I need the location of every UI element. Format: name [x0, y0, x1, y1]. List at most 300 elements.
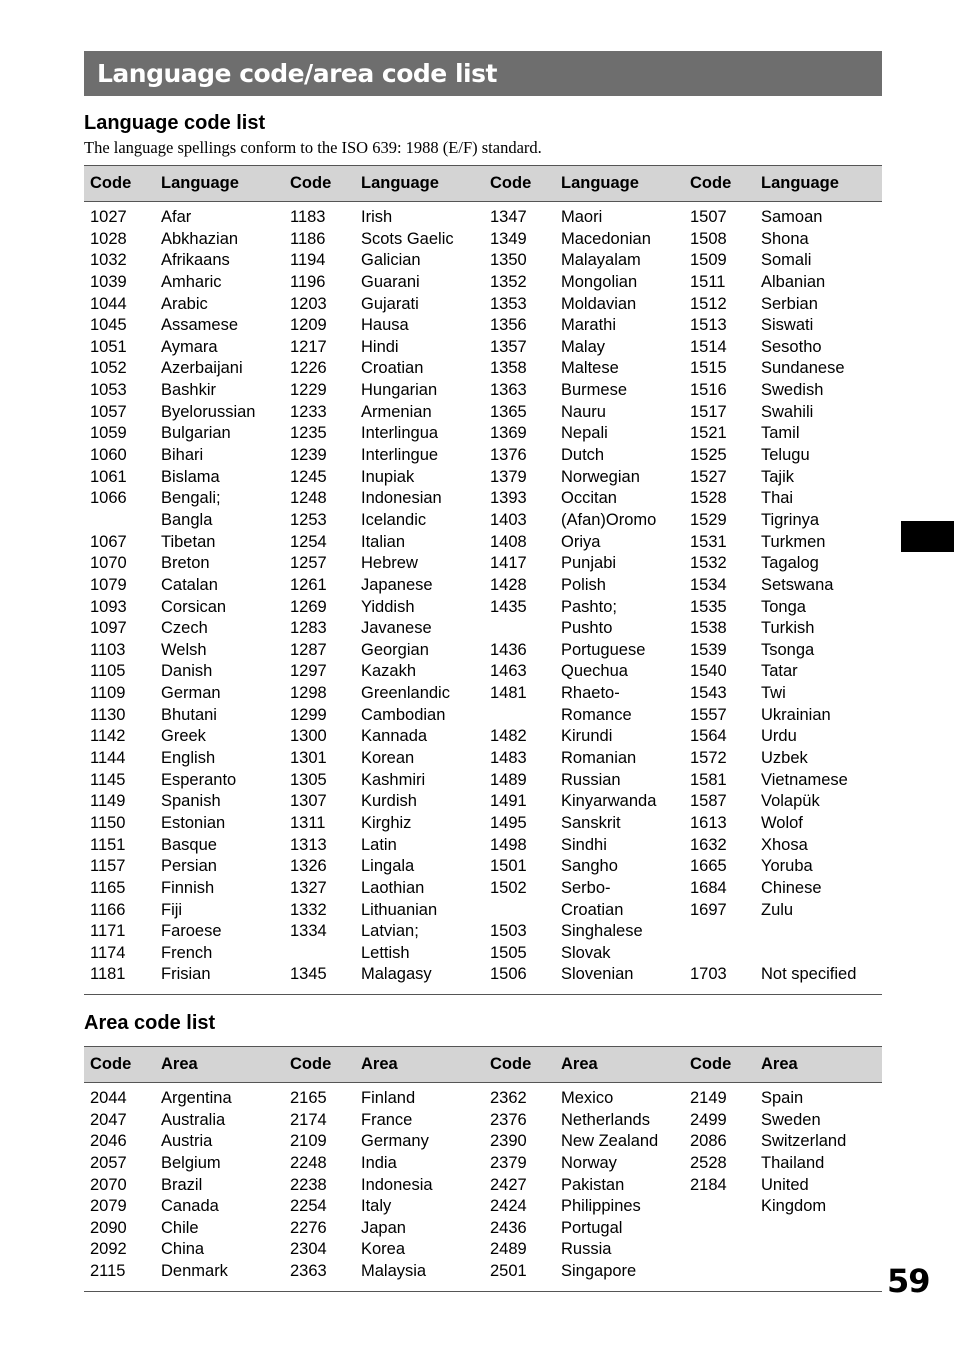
language-row: [284, 683, 484, 705]
language-name-cell: Sangho: [561, 857, 618, 876]
area-row: [84, 1261, 284, 1283]
code-cell: 1332: [290, 900, 327, 919]
code-cell: 1483: [490, 749, 527, 768]
language-name-cell: Hindi: [361, 337, 399, 356]
language-name-cell: Albanian: [761, 272, 826, 291]
language-row: [284, 748, 484, 770]
language-name-cell: Pushto: [561, 619, 613, 638]
language-row: [284, 467, 484, 489]
language-name-cell: Croatian: [561, 900, 624, 919]
code-cell: 1632: [690, 835, 727, 854]
language-row: [684, 770, 882, 792]
language-row: [84, 791, 284, 813]
language-row: [284, 380, 484, 402]
language-name-cell: Inupiak: [361, 467, 415, 486]
language-name-cell: Latin: [361, 835, 397, 854]
language-row: [684, 856, 882, 878]
language-row: [484, 856, 684, 878]
language-row: [684, 726, 882, 748]
area-column: [684, 1088, 882, 1283]
language-row: [84, 943, 284, 965]
code-cell: 1145: [90, 770, 126, 789]
code-cell: 2424: [490, 1197, 527, 1216]
language-code-list-heading: Language code list: [84, 112, 266, 134]
code-cell: 1516: [690, 381, 727, 400]
language-name-cell: Azerbaijani: [161, 359, 243, 378]
area-row: [84, 1175, 284, 1197]
language-name-cell: Serbo-: [561, 878, 611, 897]
code-cell: 1350: [490, 251, 527, 270]
language-row: [284, 770, 484, 792]
code-cell: 1529: [690, 510, 727, 529]
code-cell: 1543: [690, 684, 727, 703]
area-row: [684, 1088, 882, 1110]
language-row: [84, 445, 284, 467]
language-row: [284, 835, 484, 857]
code-cell: 2109: [290, 1132, 327, 1151]
area-name-cell: Italy: [361, 1197, 392, 1216]
language-name-cell: Lettish: [361, 943, 410, 962]
area-name-cell: Denmark: [161, 1262, 228, 1281]
code-cell: 1067: [90, 532, 127, 551]
code-cell: 1503: [490, 922, 527, 941]
language-name-cell: Interlingue: [361, 446, 439, 465]
language-row: [684, 640, 882, 662]
language-name-cell: Kazakh: [361, 662, 417, 681]
language-row: [484, 597, 684, 619]
code-cell: 1515: [690, 359, 727, 378]
language-row: [84, 748, 284, 770]
area-row: [84, 1110, 284, 1132]
language-column: [284, 207, 484, 986]
code-cell: 1505: [490, 943, 527, 962]
code-cell: 1103: [90, 640, 126, 659]
language-name-cell: Abkhazian: [161, 229, 239, 248]
language-row: [284, 900, 484, 922]
code-cell: 1408: [490, 532, 527, 551]
code-cell: 1502: [490, 878, 527, 897]
language-row: [684, 229, 882, 251]
language-name-cell: French: [161, 943, 213, 962]
language-name-cell: Turkmen: [761, 532, 826, 551]
language-row: [284, 315, 484, 337]
language-name-cell: Greenlandic: [361, 684, 450, 703]
language-row: [684, 272, 882, 294]
area-name-cell: Sweden: [761, 1110, 821, 1129]
area-row: [284, 1261, 484, 1283]
language-row: [484, 358, 684, 380]
code-cell: [484, 705, 555, 727]
area-row: [284, 1153, 484, 1175]
language-row: [684, 921, 882, 943]
code-cell: 1428: [490, 575, 527, 594]
language-name-cell: Kurdish: [361, 792, 417, 811]
language-row: [484, 900, 684, 922]
area-name-cell: Singapore: [561, 1262, 637, 1281]
language-name-cell: Estonian: [161, 813, 226, 832]
area-name-cell: Spain: [761, 1089, 804, 1107]
code-cell: 2528: [690, 1153, 727, 1172]
language-row: [84, 229, 284, 251]
language-name-cell: Bulgarian: [161, 424, 231, 443]
code-cell: 1365: [490, 402, 527, 421]
area-row: [84, 1153, 284, 1175]
language-row: [484, 878, 684, 900]
code-cell: 1534: [690, 575, 727, 594]
language-name-cell: Tamil: [761, 424, 800, 443]
language-header-cell: Code: [490, 174, 532, 192]
code-cell: 1305: [290, 770, 327, 789]
language-name-cell: Punjabi: [561, 554, 617, 573]
code-cell: 1327: [290, 878, 327, 897]
code-cell: 2044: [90, 1089, 127, 1107]
code-cell: 2086: [690, 1132, 727, 1151]
language-name-cell: Fiji: [161, 900, 183, 919]
code-cell: 1509: [690, 251, 727, 270]
language-name-cell: Welsh: [161, 640, 207, 659]
code-cell: 1581: [690, 770, 727, 789]
area-name-cell: France: [361, 1110, 413, 1129]
language-name-cell: Occitan: [561, 489, 617, 508]
code-cell: 1363: [490, 381, 527, 400]
language-name-cell: Persian: [161, 857, 217, 876]
language-row: [484, 250, 684, 272]
language-name-cell: Quechua: [561, 662, 628, 681]
language-row: [484, 921, 684, 943]
language-row: [684, 683, 882, 705]
language-name-cell: Norwegian: [561, 467, 640, 486]
code-cell: 2379: [490, 1153, 527, 1172]
language-row: [284, 229, 484, 251]
language-name-cell: Afrikaans: [161, 251, 230, 270]
language-row: [484, 532, 684, 554]
language-row: [84, 510, 284, 532]
language-row: [684, 380, 882, 402]
code-cell: 2238: [290, 1175, 327, 1194]
language-header-cell: Language: [561, 174, 639, 192]
code-cell: 1226: [290, 359, 327, 378]
language-table-header: [84, 166, 882, 202]
code-cell: 1512: [690, 294, 727, 313]
code-cell: 1254: [290, 532, 327, 551]
area-table-header: [84, 1047, 882, 1083]
page-banner-title: Language code/area code list: [84, 51, 882, 96]
code-cell: 1297: [290, 662, 327, 681]
language-row: [84, 553, 284, 575]
code-cell: 2046: [90, 1132, 127, 1151]
language-row: [84, 878, 284, 900]
language-name-cell: Malagasy: [361, 965, 432, 984]
code-cell: 2090: [90, 1218, 127, 1237]
code-cell: 1203: [290, 294, 327, 313]
code-cell: 1508: [690, 229, 727, 248]
area-row: [84, 1131, 284, 1153]
area-header-cell: Area: [161, 1055, 198, 1073]
code-cell: 1703: [690, 965, 727, 984]
language-header-cell: Language: [761, 174, 839, 192]
language-row: [684, 423, 882, 445]
code-cell: 1144: [90, 749, 126, 768]
area-name-cell: Switzerland: [761, 1132, 847, 1151]
language-row: [284, 207, 484, 229]
code-cell: 1039: [90, 272, 127, 291]
language-name-cell: Tibetan: [161, 532, 216, 551]
code-cell: 1194: [290, 251, 326, 270]
code-cell: 1345: [290, 965, 327, 984]
code-cell: 1070: [90, 554, 127, 573]
language-row: [284, 532, 484, 554]
code-cell: 1057: [90, 402, 127, 421]
area-row: [284, 1110, 484, 1132]
code-cell: 1353: [490, 294, 527, 313]
language-row: [284, 640, 484, 662]
language-row: [284, 250, 484, 272]
code-cell: 1665: [690, 857, 727, 876]
code-cell: 1287: [290, 640, 327, 659]
code-cell: 1313: [290, 835, 327, 854]
language-name-cell: Nepali: [561, 424, 608, 443]
language-name-cell: Yoruba: [761, 857, 813, 876]
language-name-cell: Tagalog: [761, 554, 819, 573]
code-cell: 1300: [290, 727, 327, 746]
language-row: [84, 661, 284, 683]
language-row: [684, 575, 882, 597]
area-name-cell: India: [361, 1153, 397, 1172]
code-cell: 1564: [690, 727, 727, 746]
language-row: [484, 575, 684, 597]
language-name-cell: Tajik: [761, 467, 795, 486]
area-name-cell: Netherlands: [561, 1110, 650, 1129]
language-name-cell: Singhalese: [561, 922, 643, 941]
language-name-cell: Scots Gaelic: [361, 229, 454, 248]
code-cell: 1151: [90, 835, 126, 854]
language-name-cell: Korean: [361, 749, 415, 768]
area-name-cell: Finland: [361, 1089, 416, 1107]
code-cell: 1379: [490, 467, 527, 486]
area-row: [84, 1239, 284, 1261]
code-cell: 1501: [490, 857, 527, 876]
language-name-cell: Indonesian: [361, 489, 442, 508]
language-row: [284, 358, 484, 380]
language-name-cell: Kannada: [361, 727, 428, 746]
code-cell: 1060: [90, 446, 127, 465]
code-cell: 1045: [90, 316, 127, 335]
language-row: [684, 402, 882, 424]
code-cell: 1157: [90, 857, 126, 876]
code-cell: 2499: [690, 1110, 727, 1129]
code-cell: [684, 943, 755, 965]
language-column: [484, 207, 684, 986]
language-name-cell: Zulu: [761, 900, 794, 919]
language-name-cell: Galician: [361, 251, 421, 270]
language-header-cell: Language: [361, 174, 439, 192]
language-name-cell: Guarani: [361, 272, 420, 291]
language-name-cell: Tonga: [761, 597, 806, 616]
code-cell: 1557: [690, 705, 727, 724]
code-cell: 1307: [290, 792, 327, 811]
area-name-cell: Brazil: [161, 1175, 203, 1194]
language-row: [84, 575, 284, 597]
language-name-cell: Swahili: [761, 402, 814, 421]
language-name-cell: Portuguese: [561, 640, 646, 659]
language-column: [84, 207, 284, 986]
language-row: [84, 358, 284, 380]
code-cell: 1130: [90, 705, 126, 724]
language-name-cell: Siswati: [761, 316, 814, 335]
area-name-cell: Austria: [161, 1132, 213, 1151]
language-row: [284, 964, 484, 986]
language-name-cell: Serbian: [761, 294, 818, 313]
code-cell: 1109: [90, 684, 126, 703]
area-row: [84, 1088, 284, 1110]
area-name-cell: Kingdom: [761, 1197, 827, 1216]
language-row: [684, 315, 882, 337]
language-row: [484, 402, 684, 424]
language-row: [684, 813, 882, 835]
language-name-cell: Nauru: [561, 402, 606, 421]
area-column: [284, 1088, 484, 1283]
language-row: [484, 488, 684, 510]
language-row: [84, 597, 284, 619]
code-cell: 1253: [290, 510, 327, 529]
code-cell: [684, 921, 755, 943]
code-cell: 1105: [90, 662, 126, 681]
code-cell: 2115: [90, 1262, 126, 1281]
language-row: [684, 964, 882, 986]
code-cell: 1334: [290, 922, 327, 941]
code-cell: 2376: [490, 1110, 527, 1129]
code-cell: 2047: [90, 1110, 127, 1129]
code-cell: 1393: [490, 489, 527, 508]
code-cell: 2184: [690, 1175, 727, 1194]
area-header-cell: Code: [690, 1055, 732, 1073]
code-cell: 1489: [490, 770, 527, 789]
language-row: [284, 423, 484, 445]
code-cell: 2254: [290, 1197, 327, 1216]
language-row: [684, 207, 882, 229]
area-row: [484, 1218, 684, 1240]
area-table-body: [84, 1083, 882, 1291]
code-cell: 1171: [90, 922, 126, 941]
code-cell: 1482: [490, 727, 527, 746]
code-cell: 1369: [490, 424, 527, 443]
code-cell: [484, 900, 555, 922]
language-row: [84, 207, 284, 229]
code-cell: [284, 943, 355, 965]
language-row: [484, 423, 684, 445]
language-name-cell: Pashto;: [561, 597, 617, 616]
language-name-cell: Czech: [161, 619, 208, 638]
area-row: [484, 1153, 684, 1175]
language-row: [684, 661, 882, 683]
code-cell: 1061: [90, 467, 127, 486]
language-row: [484, 229, 684, 251]
code-cell: 2057: [90, 1153, 127, 1172]
area-header-cell: Area: [761, 1055, 798, 1073]
language-name-cell: Marathi: [561, 316, 617, 335]
language-name-cell: Catalan: [161, 575, 218, 594]
area-name-cell: United: [761, 1175, 809, 1194]
language-name-cell: Kashmiri: [361, 770, 426, 789]
language-name-cell: Lithuanian: [361, 900, 438, 919]
code-cell: 1142: [90, 727, 126, 746]
area-row: [684, 1131, 882, 1153]
language-row: [684, 250, 882, 272]
language-row: [484, 748, 684, 770]
code-cell: 1028: [90, 229, 127, 248]
area-name-cell: Mexico: [561, 1089, 614, 1107]
code-cell: [84, 510, 155, 532]
area-column: [484, 1088, 684, 1283]
code-cell: 1538: [690, 619, 727, 638]
language-name-cell: Burmese: [561, 381, 628, 400]
language-name-cell: Georgian: [361, 640, 429, 659]
code-cell: 1166: [90, 900, 126, 919]
language-name-cell: Chinese: [761, 878, 822, 897]
code-cell: 1495: [490, 813, 527, 832]
language-row: [284, 878, 484, 900]
language-row: [84, 250, 284, 272]
language-name-cell: Maltese: [561, 359, 619, 378]
language-row: [284, 575, 484, 597]
language-name-cell: Aymara: [161, 337, 218, 356]
area-name-cell: Belgium: [161, 1153, 221, 1172]
area-row: [284, 1239, 484, 1261]
language-name-cell: Cambodian: [361, 705, 446, 724]
code-cell: 2363: [290, 1262, 327, 1281]
code-cell: 1463: [490, 662, 527, 681]
language-name-cell: Slovak: [561, 943, 611, 962]
code-cell: 2276: [290, 1218, 327, 1237]
language-row: [84, 856, 284, 878]
code-cell: 1183: [290, 208, 326, 226]
language-name-cell: Greek: [161, 727, 206, 746]
language-row: [84, 683, 284, 705]
language-name-cell: Tsonga: [761, 640, 815, 659]
language-row: [484, 445, 684, 467]
language-row: [284, 510, 484, 532]
code-cell: 1517: [690, 402, 727, 421]
language-row: [484, 964, 684, 986]
language-row: [484, 661, 684, 683]
area-row: [484, 1196, 684, 1218]
code-cell: 1613: [690, 813, 727, 832]
code-cell: 1358: [490, 359, 527, 378]
code-cell: 2390: [490, 1132, 527, 1151]
area-row: [484, 1088, 684, 1110]
language-row: [484, 770, 684, 792]
code-cell: 1165: [90, 878, 126, 897]
area-row: [684, 1175, 882, 1197]
code-cell: 1052: [90, 359, 127, 378]
language-name-cell: Amharic: [161, 272, 222, 291]
area-name-cell: Indonesia: [361, 1175, 433, 1194]
language-name-cell: Frisian: [161, 965, 211, 984]
language-name-cell: Kirghiz: [361, 813, 412, 832]
language-row: [484, 726, 684, 748]
language-row: [284, 705, 484, 727]
area-row: [284, 1088, 484, 1110]
code-cell: 1229: [290, 381, 327, 400]
code-cell: 1245: [290, 467, 327, 486]
language-row: [684, 532, 882, 554]
language-name-cell: Volapük: [761, 792, 820, 811]
language-name-cell: Rhaeto-: [561, 684, 620, 703]
language-row: [684, 835, 882, 857]
code-cell: 1181: [90, 965, 126, 984]
code-cell: 1587: [690, 792, 727, 811]
language-row: [84, 272, 284, 294]
